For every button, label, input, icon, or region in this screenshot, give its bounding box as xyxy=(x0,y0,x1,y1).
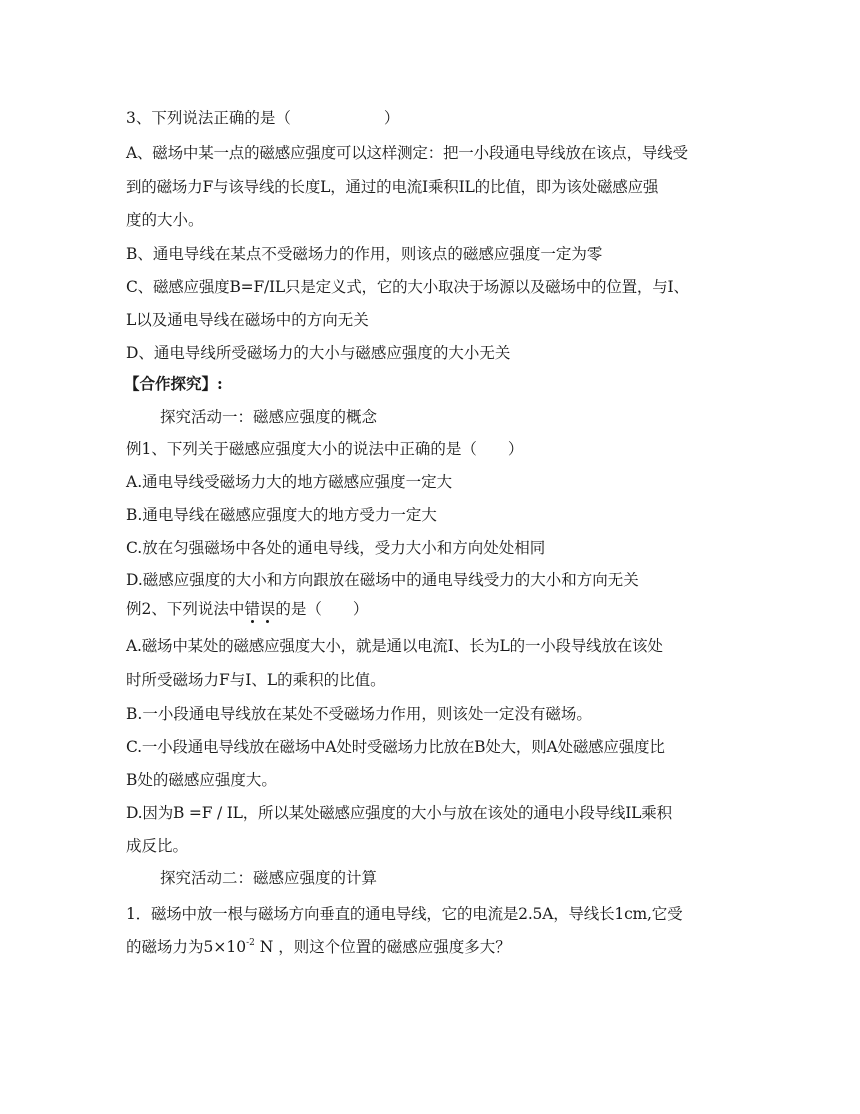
example2-option-d-line2: 成反比。 xyxy=(126,837,189,855)
example1-option-a: A.通电导线受磁场力大的地方磁感应强度一定大 xyxy=(126,473,453,491)
example1-option-b: B.通电导线在磁感应强度大的地方受力一定大 xyxy=(126,506,437,524)
example2-stem-prefix: 例2、下列说法中 xyxy=(126,600,245,618)
activity1-title: 探究活动一：磁感应强度的概念 xyxy=(160,408,378,426)
q3-option-a-line3: 度的大小。 xyxy=(126,211,204,229)
example1-stem: 例1、下列关于磁感应强度大小的说法中正确的是（ ） xyxy=(126,440,524,458)
problem1-line2-prefix: 的磁场力为5×10 xyxy=(126,938,247,956)
q3-stem: 3、下列说法正确的是（ ） xyxy=(126,109,400,127)
example1-option-c: C.放在匀强磁场中各处的通电导线，受力大小和方向处处相同 xyxy=(126,539,546,557)
example1-option-d: D.磁感应强度的大小和方向跟放在磁场中的通电导线受力的大小和方向无关 xyxy=(126,571,639,589)
problem1-line2 xyxy=(126,937,511,957)
exponent: -2 xyxy=(246,938,255,948)
emphasis-mark-2: 误 xyxy=(259,600,276,618)
q3-option-c-line2: L以及通电导线在磁场中的方向无关 xyxy=(126,311,369,329)
example2-option-b: B.一小段通电导线放在某处不受磁场力作用，则该处一定没有磁场。 xyxy=(126,705,592,723)
q3-option-b: B、通电导线在某点不受磁场力的作用，则该点的磁感应强度一定为零 xyxy=(126,245,603,263)
problem1-line1: 1．磁场中放一根与磁场方向垂直的通电导线，它的电流是2.5A，导线长1cm,它受 xyxy=(126,905,683,923)
q3-option-a-line1: A、磁场中某一点的磁感应强度可以这样测定：把一小段通电导线放在该点，导线受 xyxy=(126,144,688,162)
section-heading: 【合作探究】: xyxy=(124,374,223,393)
example2-option-a-line2: 时所受磁场力F与I、L的乘积的比值。 xyxy=(126,671,386,689)
activity2-title: 探究活动二：磁感应强度的计算 xyxy=(160,869,378,887)
example2-stem-suffix: 的是（ ） xyxy=(275,600,369,618)
problem1-line2-suffix: N ，则这个位置的磁感应强度多大？ xyxy=(254,938,511,956)
example2-option-c-line1: C.一小段通电导线放在磁场中A处时受磁场力比放在B处大，则A处磁感应强度比 xyxy=(126,738,665,756)
example2-option-a-line1: A.磁场中某处的磁感应强度大小，就是通以电流I、长为L的一小段导线放在该处 xyxy=(126,637,663,655)
q3-option-c-line1: C、磁感应强度B=F/IL只是定义式，它的大小取决于场源以及磁场中的位置，与I、 xyxy=(126,278,689,296)
example2-option-d-line1: D.因为B =F / IL，所以某处磁感应强度的大小与放在该处的通电小段导线IL乘积 xyxy=(126,804,672,822)
example2-option-c-line2: B处的磁感应强度大。 xyxy=(126,771,277,789)
example2-stem xyxy=(126,599,368,619)
q3-option-d: D、通电导线所受磁场力的大小与磁感应强度的大小无关 xyxy=(126,344,511,362)
q3-option-a-line2: 到的磁场力F与该导线的长度L，通过的电流I乘积IL的比值，即为该处磁感应强 xyxy=(126,178,659,196)
emphasis-mark-1: 错 xyxy=(244,600,260,618)
